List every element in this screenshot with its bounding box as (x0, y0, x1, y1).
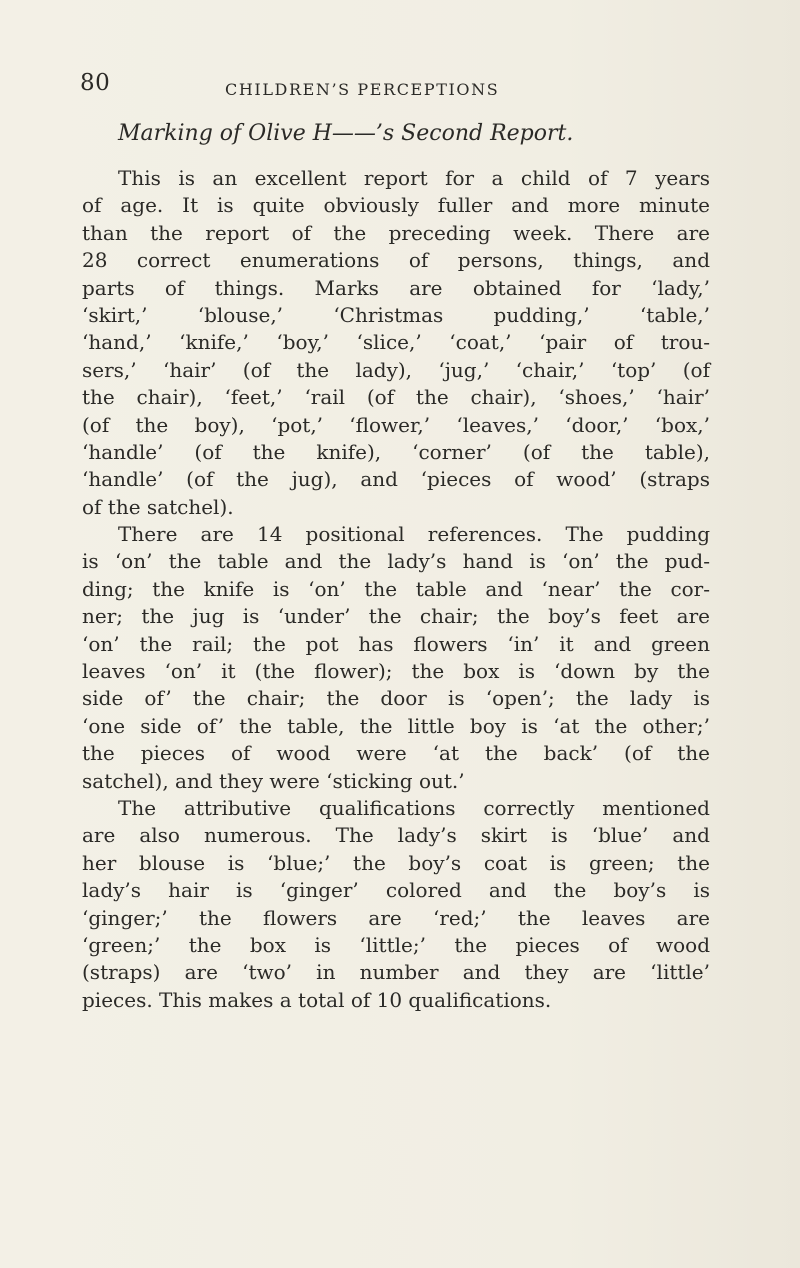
text-line: ‘one side of’ the table, the little boy is ‘at the other;’ (82, 713, 710, 738)
text-line: are also numerous. The lady’s skirt is ‘blue’ and (82, 823, 710, 848)
text-line: ding; the knife is ‘on’ the table and ‘near’ the cor- (82, 576, 710, 601)
page-number: 80 (80, 70, 111, 96)
text-line: leaves ‘on’ it (the flower); the box is ‘down by the (82, 659, 710, 684)
text-line: of the satchel). (82, 494, 234, 519)
text-line: than the report of the preceding week. There are (82, 220, 710, 245)
text-line: ‘skirt,’ ‘blouse,’ ‘Christmas pudding,’ ‘table,’ (82, 302, 710, 327)
running-head: CHILDREN’S PERCEPTIONS (225, 80, 500, 99)
text-line: ‘green;’ the box is ‘little;’ the pieces of wood (82, 932, 710, 957)
text-line: parts of things. Marks are obtained for ‘lady,’ (82, 275, 710, 300)
text-line: is ‘on’ the table and the lady’s hand is ‘on’ the pud- (82, 549, 710, 574)
text-line: the pieces of wood were ‘at the back’ (of the (82, 741, 710, 766)
text-line: This is an excellent report for a child of 7 years (118, 166, 710, 190)
text-line: pieces. This makes a total of 10 qualifications. (82, 987, 552, 1012)
text-line: ‘on’ the rail; the pot has flowers ‘in’ it and green (82, 631, 710, 656)
text-line: 28 correct enumerations of persons, things, and (82, 248, 710, 273)
text-line: her blouse is ‘blue;’ the boy’s coat is green; the (82, 850, 710, 875)
text-line: ‘ginger;’ the flowers are ‘red;’ the leaves are (82, 905, 710, 930)
text-line: ‘handle’ (of the knife), ‘corner’ (of the table), (82, 439, 710, 464)
text-line: lady’s hair is ‘ginger’ colored and the boy’s is (82, 878, 710, 903)
section-title: Marking of Olive H——’s Second Report. (118, 121, 574, 146)
text-line: (of the boy), ‘pot,’ ‘flower,’ ‘leaves,’ ‘door,’ ‘box,’ (82, 412, 710, 437)
text-line: satchel), and they were ‘sticking out.’ (82, 768, 465, 793)
text-line: ner; the jug is ‘under’ the chair; the boy’s feet are (82, 604, 710, 629)
text-line: The attributive qualifications correctly mentioned (118, 795, 710, 820)
text-line: sers,’ ‘hair’ (of the lady), ‘jug,’ ‘chair,’ ‘top’ (of (82, 357, 710, 382)
text-line: There are 14 positional references. The pudding (118, 522, 710, 547)
text-line: the chair), ‘feet,’ ‘rail (of the chair), ‘shoes,’ ‘hair’ (82, 385, 710, 410)
text-line: side of’ the chair; the door is ‘open’; the lady is (82, 686, 710, 711)
text-line: of age. It is quite obviously fuller and more minute (82, 193, 710, 218)
text-line: ‘hand,’ ‘knife,’ ‘boy,’ ‘slice,’ ‘coat,’ ‘pair of trou- (82, 330, 710, 355)
page-header (0, 70, 800, 100)
text-line: (straps) are ‘two’ in number and they are ‘little’ (82, 960, 710, 985)
text-line: ‘handle’ (of the jug), and ‘pieces of wood’ (straps (82, 467, 710, 492)
body-text (82, 165, 710, 1014)
